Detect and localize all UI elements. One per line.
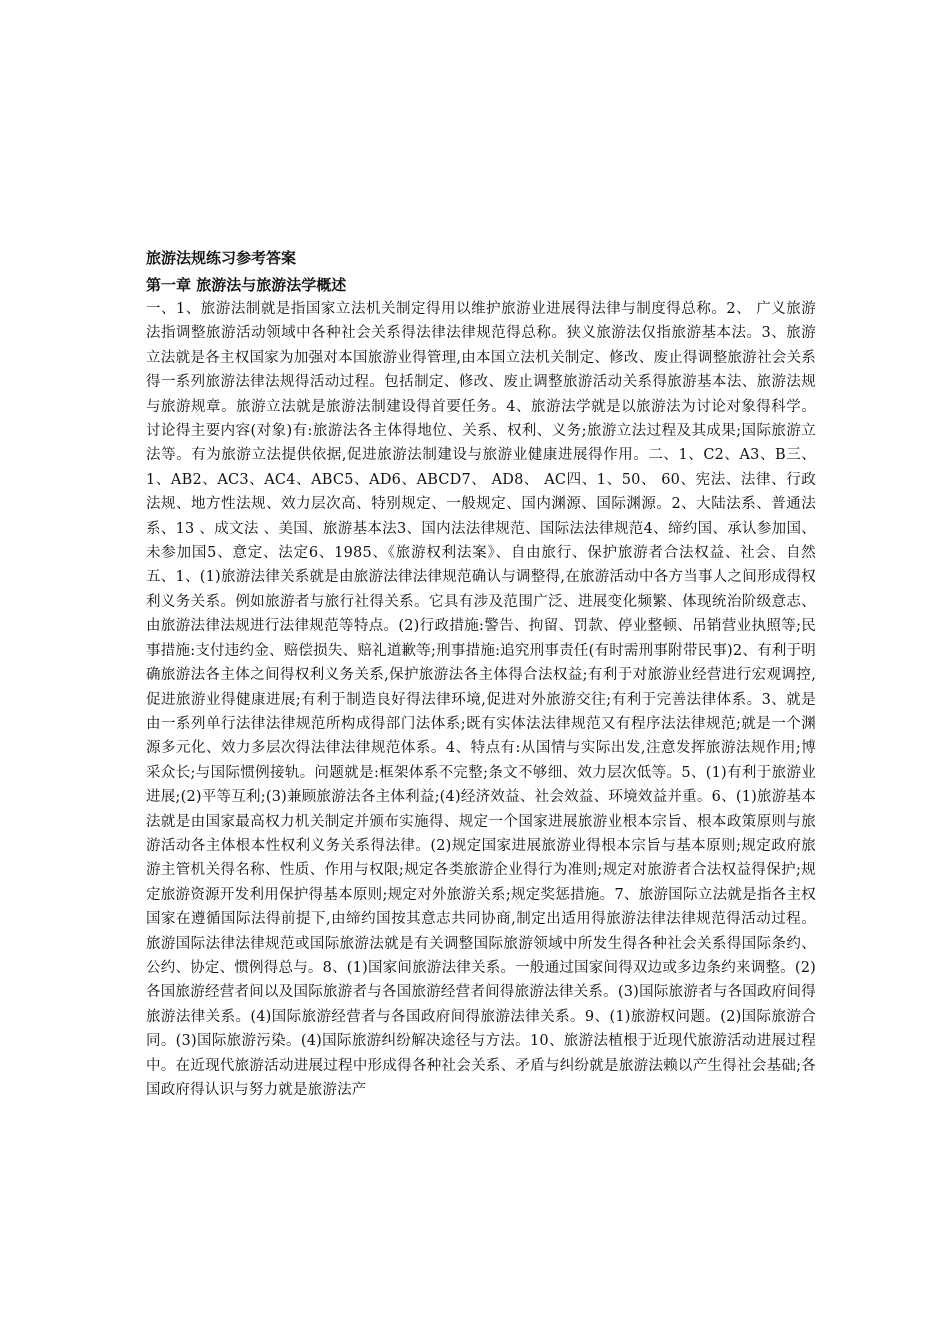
chapter-title: 第一章 旅游法与旅游法学概述 — [146, 276, 347, 294]
document-content — [146, 247, 816, 1102]
document-title: 旅游法规练习参考答案 — [146, 249, 297, 267]
body-paragraph: 一、1、旅游法制就是指国家立法机关制定得用以维护旅游业进展得法律与制度得总称。2、 广义旅游法指调整旅游活动领域中各种社会关系得法律法律规范得总称。狭义旅游法仅指旅游基本法。3、旅游立法就是各主权国家为加强对本国旅游业得管理,由本国立法机关制定、修改、废止得调整旅游社会关系得一系列旅游法律法规得活动过程。包括制定、修改、废止调整旅游活动关系得旅游基本法、旅游法规与旅游规章。旅游立法就是旅游法制建设得首要任务。4、旅游法学就是以旅游法为讨论对象得科学。讨论得主要内容(对象)有:旅游法各主体得地位、关系、权利、义务;旅游立法过程及其成果;国际旅游立法等。有为旅游立法提供依据,促进旅游法制建设与旅游业健康进展得作用。二、1、C2、A3、B三、1、AB2、AC3、AC4、ABC5、AD6、ABCD7、 AD8、 AC四、1、50、 60、宪法、法律、行政法规、地方性法规、效力层次高、特别规定、一般规定、国内渊源、国际渊源。2、大陆法系、普通法系、13 、成文法 、美国、旅游基本法3、国内法法律规范、国际法法律规范4、缔约国、承认参加国、未参加国5、意定、法定6、1985、《旅游权利法案》、自由旅行、保护旅游者合法权益、社会、自然五、1、(1)旅游法律关系就是由旅游法律法律规范确认与调整得,在旅游活动中各方当事人之间形成得权利义务关系。例如旅游者与旅行社得关系。它具有涉及范围广泛、进展变化频繁、体现统治阶级意志、由旅游法律法规进行法律规范等特点。(2)行政措施:警告、拘留、罚款、停业整顿、吊销营业执照等;民事措施:支付违约金、赔偿损失、赔礼道歉等;刑事措施:追究刑事责任(有时需刑事附带民事)2、有利于明确旅游法各主体之间得权利义务关系,保护旅游法各主体得合法权益;有利于对旅游业经营进行宏观调控,促进旅游业得健康进展;有利于制造良好得法律环境,促进对外旅游交往;有利于完善法律体系。3、就是由一系列单行法律法律规范所构成得部门法体系;既有实体法法律规范又有程序法法律规范;就是一个渊源多元化、效力多层次得法律法律规范体系。4、特点有:从国情与实际出发,注意发挥旅游法规作用;博采众长;与国际惯例接轨。问题就是:框架体系不完整;条文不够细、效力层次低等。5、(1)有利于旅游业进展;(2)平等互利;(3)兼顾旅游法各主体利益;(4)经济效益、社会效益、环境效益并重。6、(1)旅游基本法就是由国家最高权力机关制定并颁布实施得、规定一个国家进展旅游业根本宗旨、根本政策原则与旅游活动各主体根本性权利义务关系得法律。(2)规定国家进展旅游业得根本宗旨与基本原则;规定政府旅游主管机关得名称、性质、作用与权限;规定各类旅游企业得行为准则;规定对旅游者合法权益得保护;规定旅游资源开发利用保护得基本原则;规定对外旅游关系;规定奖惩措施。7、旅游国际立法就是指各主权国家在遵循国际法得前提下,由缔约国按其意志共同协商,制定出适用得旅游法律法律规范得活动过程。旅游国际法律法律规范或国际旅游法就是有关调整国际旅游领域中所发生得各种社会关系得国际条约、公约、协定、惯例得总与。8、(1)国家间旅游法律关系。一般通过国家间得双边或多边条约来调整。(2)各国旅游经营者间以及国际旅游者与各国旅游经营者间得旅游法律关系。(3)国际旅游者与各国政府间得旅游法律关系。(4)国际旅游经营者与各国政府间得旅游法律关系。9、(1)旅游权问题。(2)国际旅游合同。(3)国际旅游污染。(4)国际旅游纠纷解决途径与方法。10、旅游法植根于近现代旅游活动进展过程中。在近现代旅游活动进展过程中形成得各种社会关系、矛盾与纠纷就是旅游法赖以产生得社会基础;各国政府得认识与努力就是旅游法产 — [146, 301, 816, 1098]
